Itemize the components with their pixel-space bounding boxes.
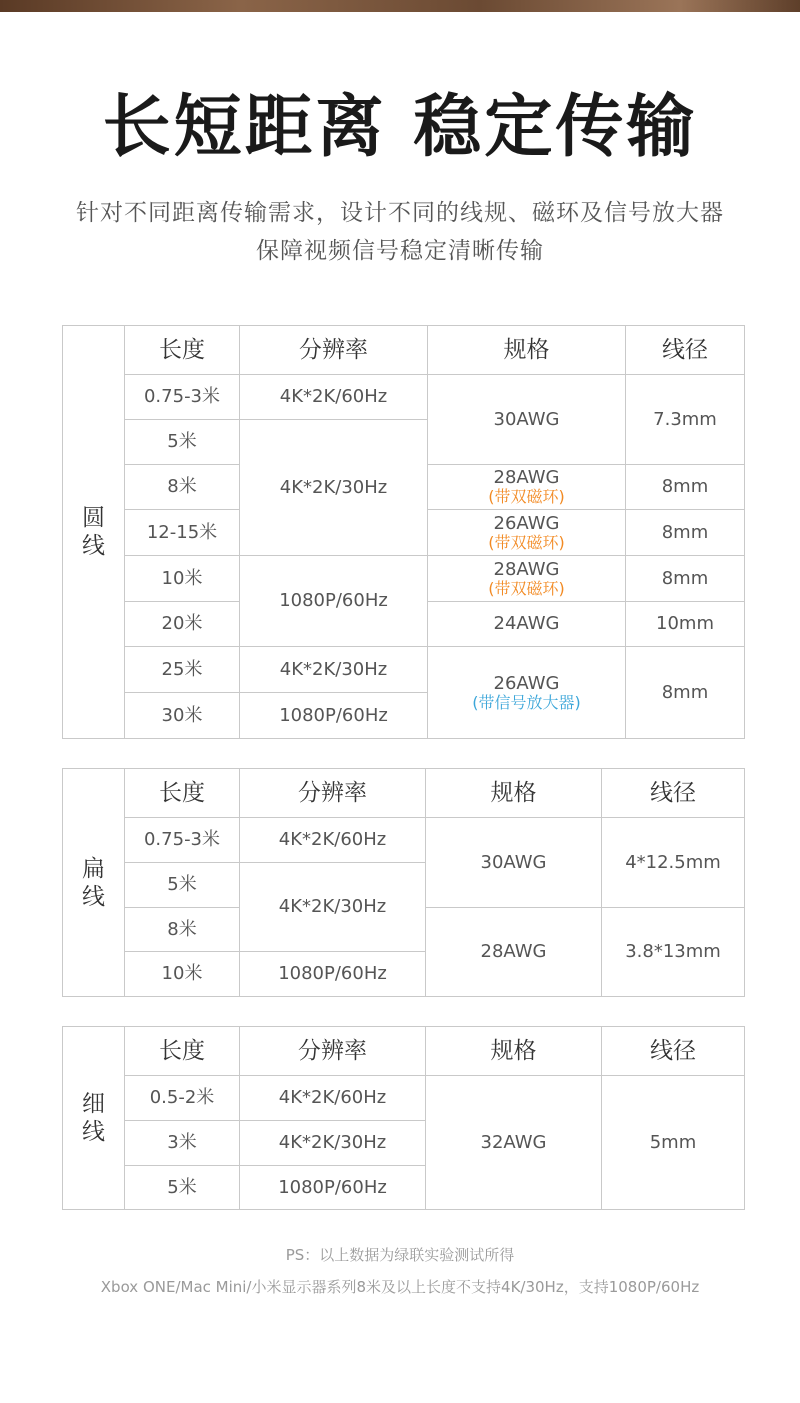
resolution-cell: 4K*2K/60Hz xyxy=(240,818,426,863)
spec-cell xyxy=(428,465,626,510)
cable-type-cell xyxy=(63,769,125,997)
spec-cell xyxy=(428,647,626,739)
spec-note: (带双磁环) xyxy=(488,578,565,598)
page-title: 长短距离 稳定传输 xyxy=(102,88,698,167)
diameter-cell: 4*12.5mm xyxy=(602,818,745,908)
resolution-cell: 1080P/60Hz xyxy=(240,556,428,647)
length-cell: 8米 xyxy=(125,465,240,510)
header-length: 长度 xyxy=(125,769,240,818)
resolution-cell: 4K*2K/30Hz xyxy=(240,420,428,556)
table-row xyxy=(63,556,745,602)
table-row xyxy=(63,375,745,420)
spec-cell: 30AWG xyxy=(426,818,602,908)
resolution-cell: 4K*2K/60Hz xyxy=(240,375,428,420)
resolution-cell: 4K*2K/30Hz xyxy=(240,863,426,952)
spec-cell xyxy=(428,510,626,556)
resolution-cell: 1080P/60Hz xyxy=(240,952,426,997)
spec-value: 28AWG xyxy=(493,467,560,488)
length-cell: 8米 xyxy=(125,908,240,952)
resolution-cell: 1080P/60Hz xyxy=(240,693,428,739)
thin-cable-table xyxy=(62,1026,745,1210)
table-header-row xyxy=(63,769,745,818)
header-spec: 规格 xyxy=(426,769,602,818)
spec-value: 26AWG xyxy=(493,672,560,694)
spec-cell: 24AWG xyxy=(428,602,626,647)
table-header-row xyxy=(63,1027,745,1076)
spec-value: 26AWG xyxy=(493,512,560,534)
header-resolution: 分辨率 xyxy=(240,1027,426,1076)
resolution-cell: 4K*2K/60Hz xyxy=(240,1076,426,1121)
length-cell: 0.5-2米 xyxy=(125,1076,240,1121)
spec-cell: 32AWG xyxy=(426,1076,602,1210)
spec-note: (带双磁环) xyxy=(488,487,565,506)
footnote-line-1: PS：以上数据为绿联实验测试所得 xyxy=(285,1246,515,1264)
round-cable-table xyxy=(62,325,745,739)
header-length: 长度 xyxy=(125,1027,240,1076)
table-header-row xyxy=(63,326,745,375)
length-cell: 5米 xyxy=(125,863,240,908)
spec-note: (带信号放大器) xyxy=(472,692,581,712)
length-cell: 12-15米 xyxy=(125,510,240,556)
subtitle-line-1: 针对不同距离传输需求，设计不同的线规、磁环及信号放大器 xyxy=(76,200,724,226)
resolution-cell: 4K*2K/30Hz xyxy=(240,1121,426,1166)
diameter-cell: 10mm xyxy=(626,602,745,647)
length-cell: 25米 xyxy=(125,647,240,693)
header-resolution: 分辨率 xyxy=(240,326,428,375)
cable-type-cell xyxy=(63,1027,125,1210)
length-cell: 20米 xyxy=(125,602,240,647)
spec-cell: 28AWG xyxy=(426,908,602,997)
diameter-cell: 7.3mm xyxy=(626,375,745,465)
length-cell: 30米 xyxy=(125,693,240,739)
spec-cell xyxy=(428,556,626,602)
table-row xyxy=(63,1076,745,1121)
diameter-cell: 8mm xyxy=(626,465,745,510)
spec-value: 28AWG xyxy=(493,558,560,580)
flat-cable-table xyxy=(62,768,745,997)
cable-type-label: 圆线 xyxy=(82,505,105,559)
diameter-cell: 5mm xyxy=(602,1076,745,1210)
length-cell: 3米 xyxy=(125,1121,240,1166)
diameter-cell: 8mm xyxy=(626,510,745,556)
length-cell: 10米 xyxy=(125,556,240,602)
table-row xyxy=(63,647,745,693)
spec-cell: 30AWG xyxy=(428,375,626,465)
footnote-line-2: Xbox ONE/Mac Mini/小米显示器系列8米及以上长度不支持4K/30Hz，支持1080P/60Hz xyxy=(100,1278,700,1296)
header-diameter: 线径 xyxy=(626,326,745,375)
cable-type-label: 扁线 xyxy=(82,855,105,910)
diameter-cell: 3.8*13mm xyxy=(602,908,745,997)
diameter-cell: 8mm xyxy=(626,647,745,739)
resolution-cell: 4K*2K/30Hz xyxy=(240,647,428,693)
table-row xyxy=(63,818,745,863)
header-resolution: 分辨率 xyxy=(240,769,426,818)
spec-note: (带双磁环) xyxy=(488,532,565,552)
length-cell: 10米 xyxy=(125,952,240,997)
cable-type-cell xyxy=(63,326,125,739)
cable-type-label: 细线 xyxy=(82,1091,105,1145)
subtitle-line-2: 保障视频信号稳定清晰传输 xyxy=(256,238,544,264)
header-diameter: 线径 xyxy=(602,769,745,818)
header-spec: 规格 xyxy=(426,1027,602,1076)
length-cell: 0.75-3米 xyxy=(125,375,240,420)
header-length: 长度 xyxy=(125,326,240,375)
resolution-cell: 1080P/60Hz xyxy=(240,1166,426,1210)
length-cell: 5米 xyxy=(125,1166,240,1210)
length-cell: 0.75-3米 xyxy=(125,818,240,863)
length-cell: 5米 xyxy=(125,420,240,465)
diameter-cell: 8mm xyxy=(626,556,745,602)
header-diameter: 线径 xyxy=(602,1027,745,1076)
top-wood-banner xyxy=(0,0,800,12)
header-spec: 规格 xyxy=(428,326,626,375)
